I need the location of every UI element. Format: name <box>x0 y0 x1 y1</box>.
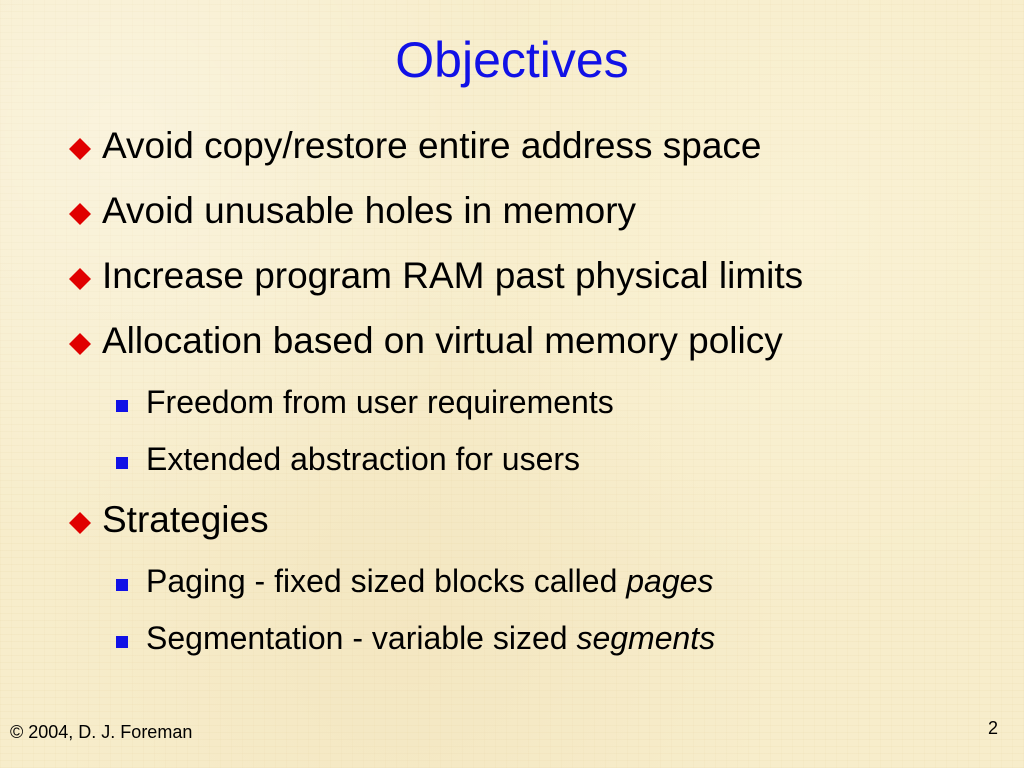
sub-bullet-item <box>0 379 1024 425</box>
slide-number: 2 <box>987 718 998 738</box>
emphasis-term: segments <box>576 620 716 656</box>
bullet-item <box>0 314 1024 368</box>
bullet-text: Allocation based on virtual memory policy <box>102 320 783 361</box>
square-bullet-icon <box>116 457 128 469</box>
sub-bullet-text: Paging - fixed sized blocks called <box>146 563 627 599</box>
bullet-item <box>0 249 1024 303</box>
sub-bullet-item <box>0 436 1024 482</box>
bullet-item <box>0 119 1024 173</box>
bullet-list <box>0 119 1024 672</box>
sub-bullet-item <box>0 615 1024 661</box>
sub-bullet-text: Freedom from user requirements <box>146 384 614 420</box>
sub-bullet-text: Segmentation - variable sized <box>146 620 577 656</box>
square-bullet-icon <box>116 636 128 648</box>
diamond-bullet-icon <box>68 202 92 226</box>
bullet-text: Avoid copy/restore entire address space <box>102 125 762 166</box>
sub-bullet-text: Extended abstraction for users <box>146 441 581 477</box>
bullet-text: Avoid unusable holes in memory <box>102 190 637 231</box>
sub-bullet-item <box>0 558 1024 604</box>
diamond-bullet-icon <box>68 511 92 535</box>
square-bullet-icon <box>116 579 128 591</box>
footer-copyright: © 2004, D. J. Foreman <box>10 722 193 742</box>
diamond-bullet-icon <box>68 332 92 356</box>
bullet-text: Increase program RAM past physical limits <box>102 255 804 296</box>
bullet-text: Strategies <box>102 499 269 540</box>
square-bullet-icon <box>116 400 128 412</box>
bullet-item <box>0 493 1024 547</box>
diamond-bullet-icon <box>68 137 92 161</box>
emphasis-term: pages <box>626 563 714 599</box>
slide-title: Objectives <box>395 32 629 88</box>
diamond-bullet-icon <box>68 267 92 291</box>
bullet-item <box>0 184 1024 238</box>
